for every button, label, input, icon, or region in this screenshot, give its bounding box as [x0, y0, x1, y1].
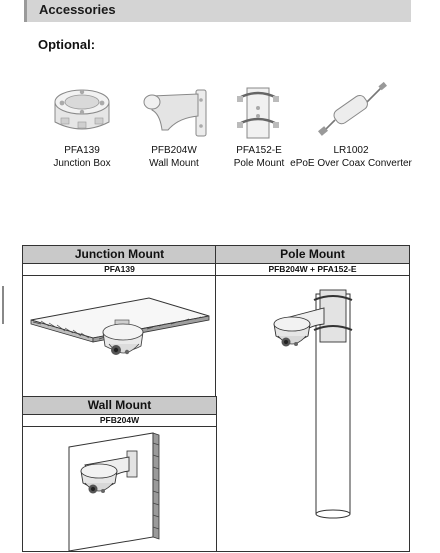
- wall-mount-title: Wall Mount: [23, 397, 216, 415]
- section-header: [24, 0, 411, 22]
- pole-mount-illustration: [216, 276, 409, 550]
- accessory-code: PFB204W: [151, 145, 197, 156]
- accessory-name: Wall Mount: [149, 158, 199, 169]
- wall-mount-illustration: [23, 427, 216, 551]
- accessory-name: ePoE Over Coax Converter: [290, 158, 412, 169]
- pole-mount-image: [231, 80, 287, 142]
- junction-mount-illustration: [23, 276, 216, 396]
- junction-box-image: [47, 80, 117, 142]
- accessory-code: PFA139: [64, 145, 100, 156]
- accessory-pole-mount: [226, 80, 292, 170]
- junction-mount-title: Junction Mount: [23, 246, 216, 264]
- accessory-wall-mount: [136, 80, 212, 170]
- junction-mount-part: PFA139: [23, 264, 216, 276]
- margin-mark: [2, 286, 4, 324]
- accessory-code: LR1002: [333, 145, 369, 156]
- accessory-epoe-converter: [290, 80, 412, 170]
- accessory-junction-box: [44, 80, 120, 170]
- pole-mount-title: Pole Mount: [216, 246, 409, 264]
- wall-mount-image: [138, 80, 210, 142]
- optional-label: Optional:: [38, 37, 96, 52]
- pole-mount-part: PFB204W + PFA152-E: [216, 264, 409, 276]
- accessory-code: PFA152-E: [236, 145, 282, 156]
- wall-mount-part: PFB204W: [23, 415, 216, 427]
- epoe-converter-image: [311, 80, 391, 142]
- section-title: Accessories: [39, 2, 116, 17]
- accessory-name: Junction Box: [53, 158, 111, 169]
- wall-mount-panel: [22, 396, 217, 552]
- accessory-name: Pole Mount: [233, 158, 285, 169]
- junction-mount-panel: [22, 245, 217, 397]
- pole-mount-panel: [215, 245, 410, 552]
